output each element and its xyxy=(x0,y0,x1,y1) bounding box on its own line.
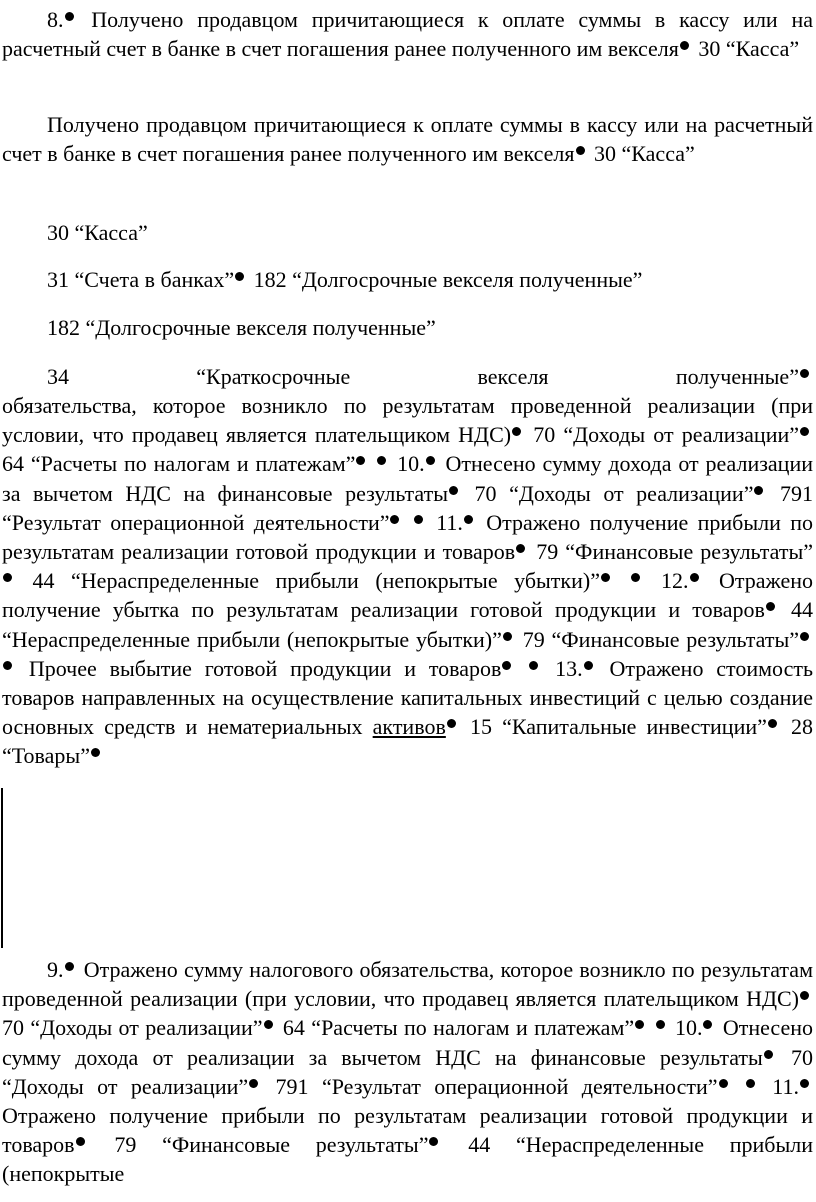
vertical-rule xyxy=(1,788,3,948)
bullet-dot xyxy=(680,41,689,50)
bullet-dot xyxy=(800,991,809,1000)
text-run: 44 “Нераспределенные прибыли (непокрытые убытки)” xyxy=(16,568,600,594)
text-run xyxy=(614,568,631,593)
text-run: 15 “Капитальные инвестиции” xyxy=(459,714,767,740)
text-run: 791 “Результат операционной деятельности” xyxy=(262,1073,718,1099)
text-run: 44 “Нераспределенные прибыли (непокрытые xyxy=(2,1132,814,1187)
bullet-dot xyxy=(3,573,12,582)
text-run: 13. xyxy=(542,655,583,681)
bullet-dot xyxy=(503,632,512,641)
text-run: 9. xyxy=(47,957,64,982)
paragraph-repeat xyxy=(2,110,813,168)
word-34: 34 xyxy=(47,364,69,389)
bullet-dot xyxy=(377,456,386,465)
bullet-dot xyxy=(91,748,100,757)
bullet-dot xyxy=(426,456,435,465)
bullet-dot xyxy=(635,1020,644,1029)
bullet-dot xyxy=(516,544,525,553)
paragraph-8 xyxy=(2,5,813,63)
bullet-dot xyxy=(766,602,775,611)
text-run: 44 “Нераспределенные прибыли (непокрытые убытки)” xyxy=(2,597,814,652)
text-run: Отражено сумму налогового обязательства, которое возникло по результатам проведенной реализации (при условии, что продавец является плательщиком НДС) xyxy=(2,957,813,1012)
bullet-dot xyxy=(800,1079,809,1088)
text-run: Получено продавцом причитающиеся к оплате суммы в кассу или на расчетный счет в банке в счет погашения ранее полученного им векселя xyxy=(2,7,813,62)
word-poluchennye: полученные” xyxy=(676,362,813,391)
text-run: 79 “Финансовые результаты” xyxy=(529,539,813,565)
text-run: 70 “Доходы от реализации” xyxy=(525,422,800,448)
paragraph-obyazatelstva xyxy=(2,391,813,771)
text-run xyxy=(403,510,412,535)
bullet-dot xyxy=(601,573,610,582)
text-run: 11. xyxy=(758,1073,799,1099)
bullet-dot xyxy=(512,427,521,436)
text-run: Отражено получение прибыли по результатам реализации готовой продукции и товаров xyxy=(2,1103,813,1158)
bullet-dot xyxy=(800,427,809,436)
text-run: Отнесено сумму дохода от реализации за вычетом НДС на финансовые результаты xyxy=(2,1015,814,1070)
bullet-dot xyxy=(529,661,538,670)
text-run: Отражено стоимость товаров направленных на осуществление капитальных инвестиций с целью создание основных средств и нематериальных xyxy=(2,655,814,740)
text-run: 8. xyxy=(47,7,64,32)
bullet-dot xyxy=(631,573,640,582)
bullet-dot xyxy=(3,661,12,670)
bullet-dot xyxy=(754,486,763,495)
bullet-dot xyxy=(690,573,699,582)
bullet-dot xyxy=(768,719,777,728)
bullet-dot xyxy=(576,146,585,155)
text-run: 791 “Результат операционной деятельности” xyxy=(2,480,813,535)
text-run: Отражено получение убытка по результатам реализации готовой продукции и товаров xyxy=(2,568,813,623)
text-run: Отражено получение прибыли по результатам реализации готовой продукции и товаров xyxy=(2,509,814,565)
text-run xyxy=(369,451,376,476)
text-run: 10. xyxy=(390,451,425,477)
bullet-dot xyxy=(764,1050,773,1059)
text-run: 79 “Финансовые результаты” xyxy=(88,1132,429,1158)
bullet-dot xyxy=(65,12,74,21)
bullet-dot xyxy=(76,1137,85,1146)
bullet-dot xyxy=(356,456,365,465)
bullet-dot xyxy=(449,486,458,495)
text-run: Прочее выбытие готовой продукции и товаров xyxy=(16,655,502,681)
bullet-dot xyxy=(584,661,593,670)
text-run: 79 “Финансовые результаты” xyxy=(515,626,799,652)
bullet-dot xyxy=(703,1020,712,1029)
text-run: 12. xyxy=(644,568,689,594)
bullet-dot xyxy=(429,1137,438,1146)
text-run: 28 “Товары” xyxy=(2,714,814,769)
line-dolgosrochnye-vekselya: 182 “Долгосрочные векселя полученные” xyxy=(47,315,436,340)
line-34-kratkosrochnye xyxy=(47,362,813,391)
text-run: Получено продавцом причитающиеся к оплате суммы в кассу или на расчетный счет в банке в счет погашения ранее полученного им векселя xyxy=(2,112,813,167)
text-run: 64 “Расчеты по налогам и платежам” xyxy=(2,451,356,477)
underlined-text: активов xyxy=(372,714,446,740)
bullet-dot xyxy=(719,1079,728,1088)
bullet-dot xyxy=(746,1079,755,1088)
bullet-dot xyxy=(502,661,511,670)
text-run: 11. xyxy=(426,509,463,535)
bullet-dot xyxy=(464,515,473,524)
bullet-dot xyxy=(390,515,399,524)
text-run: 70 “Доходы от реализации” xyxy=(462,480,754,506)
text-run: Отнесено сумму дохода от реализации за вычетом НДС на финансовые результаты xyxy=(2,451,813,506)
paragraph-9 xyxy=(2,955,813,1189)
bullet-dot xyxy=(414,515,423,524)
word-vekselya: векселя xyxy=(477,364,549,389)
text-run: 10. xyxy=(668,1015,703,1041)
bullet-dot xyxy=(264,1020,273,1029)
bullet-dot xyxy=(65,962,74,971)
line-scheta-v-bankah xyxy=(47,265,642,294)
bullet-dot xyxy=(249,1079,258,1088)
bullet-dot xyxy=(800,369,809,378)
text-run: 70 “Доходы от реализации” xyxy=(2,1044,814,1099)
text-run xyxy=(732,1074,745,1099)
bullet-dot xyxy=(235,272,244,281)
bullet-dot xyxy=(447,719,456,728)
bullet-dot xyxy=(656,1020,665,1029)
bullet-dot xyxy=(800,632,809,641)
text-run: 182 “Долгосрочные векселя полученные” xyxy=(248,267,643,292)
text-run: 30 “Касса” xyxy=(692,36,800,62)
line-kassa: 30 “Касса” xyxy=(47,220,148,245)
text-run: 70 “Доходы от реализации” xyxy=(2,1015,263,1041)
text-run: обязательства, которое возникло по результатам проведенной реализации (при условии, что продавец является плательщиком НДС) xyxy=(2,393,813,448)
word-kratkosrochnye: “Краткосрочные xyxy=(196,364,351,389)
text-run: 30 “Касса” xyxy=(588,141,695,167)
text-run: 64 “Расчеты по налогам и платежам” xyxy=(276,1015,635,1041)
text-run: 31 “Счета в банках” xyxy=(47,267,235,292)
text-run xyxy=(648,1015,654,1040)
text-run xyxy=(515,656,528,681)
